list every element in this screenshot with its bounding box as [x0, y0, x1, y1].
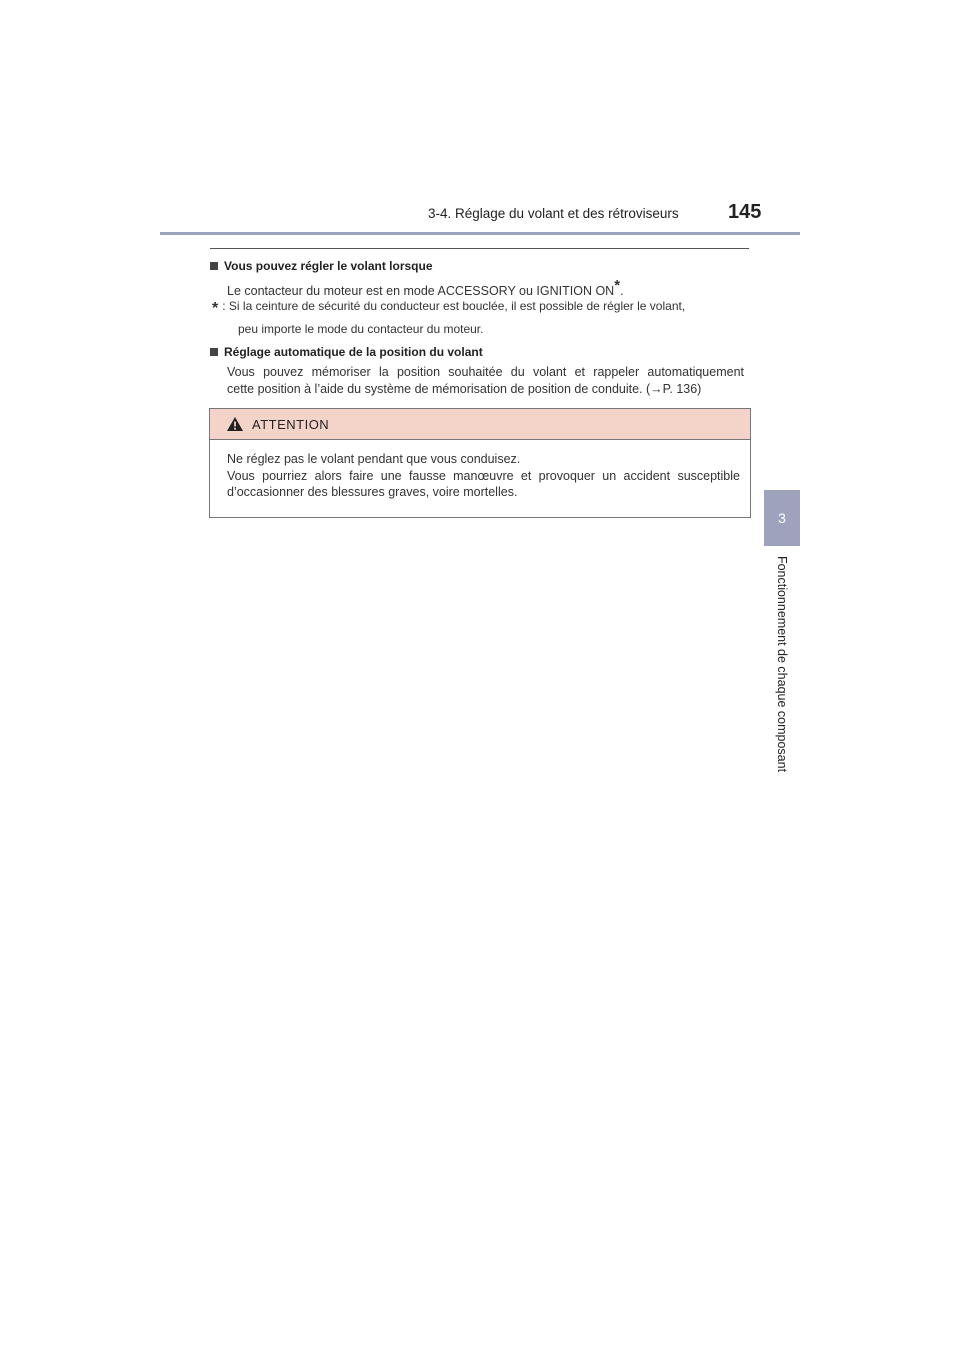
paragraph-text: Le contacteur du moteur est en mode ACCESSORY ou IGNITION ON [227, 284, 615, 298]
paragraph-end: . [620, 284, 624, 298]
page-number: 145 [728, 201, 762, 223]
square-bullet-icon [210, 348, 218, 356]
header-divider [160, 232, 800, 235]
warning-triangle-icon [226, 416, 244, 432]
footnote-line-2: peu importe le mode du contacteur du moteur. [238, 322, 484, 336]
section-paragraph [227, 277, 745, 300]
chapter-number: 3 [778, 510, 786, 526]
chapter-title-wrap [764, 552, 800, 776]
chapter-title: Fonctionnement de chaque composant [775, 555, 789, 773]
asterisk-marker: * [614, 277, 621, 294]
section-heading-auto-position [210, 345, 483, 359]
content-divider [210, 248, 749, 249]
paragraph-line-1: Vous pouvez mémoriser la position souhaitée du volant et rappeler automatiquement [227, 365, 744, 379]
footnote-line-1: : Si la ceinture de sécurité du conducteur est bouclée, il est possible de régler le volant, [222, 299, 686, 313]
section-heading-text: Vous pouvez régler le volant lorsque [224, 259, 433, 273]
caution-body [210, 440, 750, 501]
footnote-marker: * [212, 300, 219, 317]
section-heading-adjust-when [210, 259, 433, 273]
caution-line-3: d’occasionner des blessures graves, voire mortelles. [227, 485, 518, 499]
chapter-tab [764, 490, 800, 546]
square-bullet-icon [210, 262, 218, 270]
caution-box [209, 408, 751, 518]
section-paragraph-2 [227, 381, 747, 398]
caution-line-2: Vous pourriez alors faire une fausse manœuvre et provoquer un accident susceptible [227, 468, 740, 483]
paragraph-line-2: cette position à l’aide du système de mémorisation de position de conduite. (→P. 136) [227, 382, 702, 396]
footnote [212, 298, 748, 338]
caution-header [210, 409, 750, 440]
caution-line-1: Ne réglez pas le volant pendant que vous conduisez. [227, 452, 521, 466]
caution-title: ATTENTION [252, 416, 330, 432]
section-heading-text: Réglage automatique de la position du volant [224, 345, 483, 359]
section-paragraph [227, 364, 744, 381]
page-section-title: 3-4. Réglage du volant et des rétroviseurs [428, 206, 679, 221]
